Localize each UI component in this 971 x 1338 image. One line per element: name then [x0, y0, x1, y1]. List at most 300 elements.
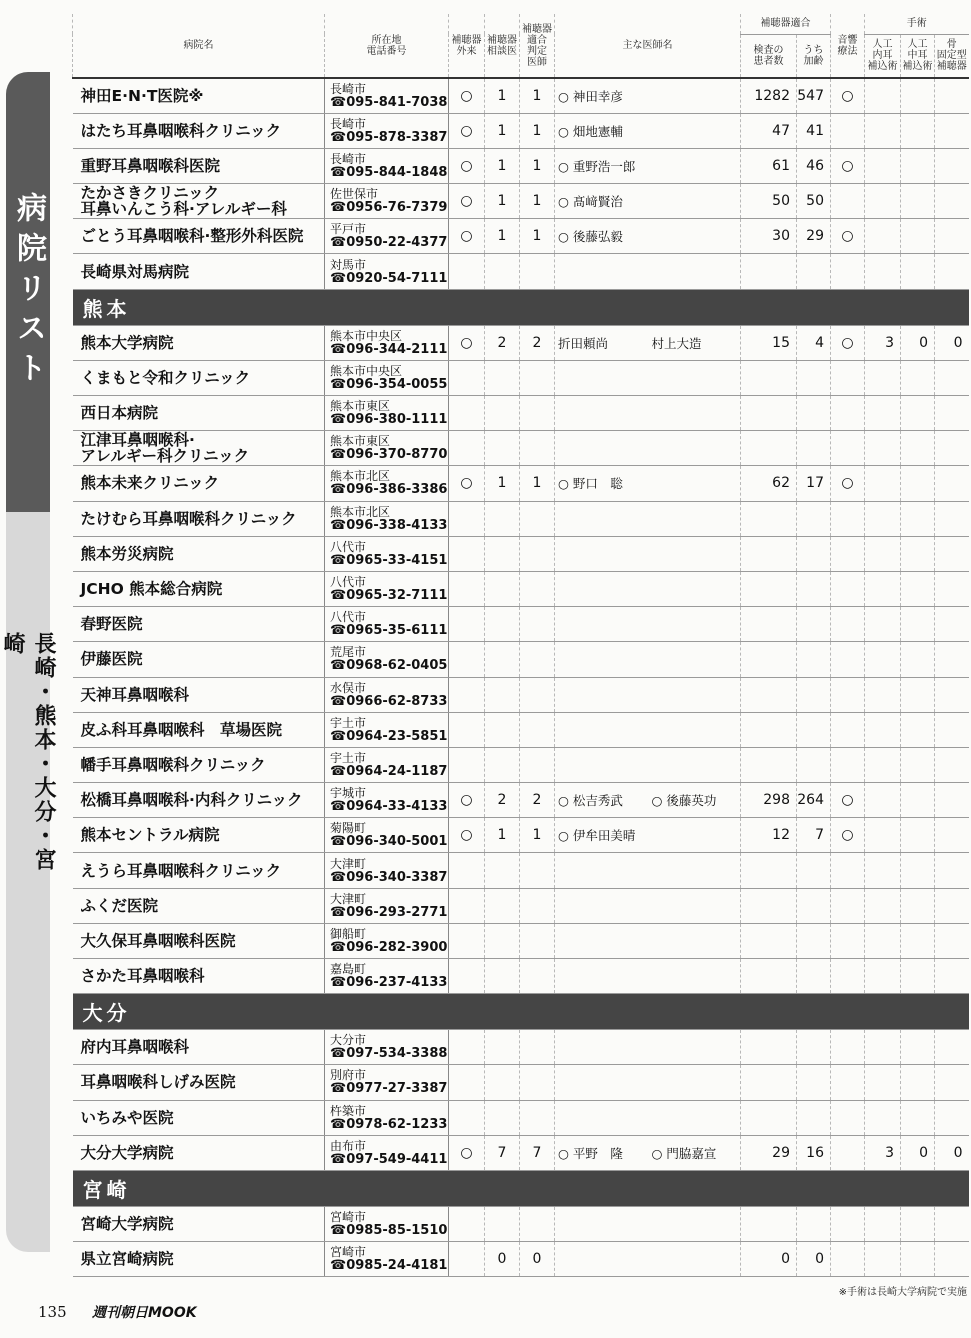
table-row	[73, 923, 969, 958]
side-tab-category: 病院リスト	[11, 192, 46, 392]
location-cell	[325, 1030, 449, 1065]
location-cell	[325, 396, 449, 431]
middle-ear-count	[901, 431, 935, 466]
doctor-primary	[555, 853, 649, 888]
sound-therapy	[831, 747, 865, 782]
city: 宇城市	[330, 786, 367, 801]
bone-count	[935, 1206, 969, 1241]
doctor-primary	[555, 571, 649, 606]
city: 長崎市	[330, 81, 367, 96]
doctor-secondary	[649, 607, 741, 642]
aid-consult	[485, 959, 520, 994]
aid-consult	[485, 1206, 520, 1241]
city: 水俣市	[330, 680, 367, 695]
bone-count	[935, 1242, 969, 1277]
table-row	[73, 1242, 969, 1277]
location-cell	[325, 677, 449, 712]
doctor-secondary	[649, 1030, 741, 1065]
location-cell	[325, 747, 449, 782]
phone-number: ☎0964-33-4133	[330, 799, 448, 815]
aid-fit	[520, 360, 555, 395]
region-label: 宮崎	[73, 1170, 969, 1206]
footnote: ※手術は長崎大学病院で実施	[838, 1287, 967, 1298]
middle-ear-count	[901, 747, 935, 782]
fit-age	[797, 1065, 831, 1100]
aid-consult	[485, 747, 520, 782]
doctor-primary: 折田頼尚	[555, 325, 649, 360]
location-cell	[325, 888, 449, 923]
city: 八代市	[330, 575, 367, 590]
sound-therapy	[831, 536, 865, 571]
cochlear-count	[865, 642, 901, 677]
sound-therapy: ○	[831, 219, 865, 254]
header-fit-patients: 検査の 患者数	[741, 34, 797, 78]
table-row	[73, 254, 969, 289]
fit-age	[797, 254, 831, 289]
aid-clinic: ○	[449, 818, 485, 853]
cochlear-count	[865, 959, 901, 994]
aid-clinic	[449, 571, 485, 606]
fit-age	[797, 747, 831, 782]
city: 杵築市	[330, 1103, 367, 1118]
cochlear-count	[865, 888, 901, 923]
table-row	[73, 325, 969, 360]
side-tab-region-block	[0, 512, 56, 1252]
table-row	[73, 184, 969, 219]
city: 大分市	[330, 1033, 367, 1048]
doctor-primary	[555, 607, 649, 642]
middle-ear-count	[901, 1030, 935, 1065]
hospital-name: 府内耳鼻咽喉科	[73, 1030, 325, 1065]
table-row	[73, 1206, 969, 1241]
doctor-primary	[555, 431, 649, 466]
header-bone: 骨 固定型 補聴器	[935, 34, 969, 78]
location-cell	[325, 712, 449, 747]
phone-number: ☎0964-24-1187	[330, 763, 448, 779]
aid-clinic: ○	[449, 184, 485, 219]
phone-number: ☎0950-22-4377	[330, 235, 448, 251]
sound-therapy	[831, 677, 865, 712]
bone-count	[935, 113, 969, 148]
aid-clinic: ○	[449, 148, 485, 183]
phone-number: ☎095-844-1848	[330, 164, 448, 180]
table-row	[73, 1065, 969, 1100]
aid-fit	[520, 607, 555, 642]
sound-therapy	[831, 571, 865, 606]
region-label: 大分	[73, 994, 969, 1030]
phone-number: ☎096-237-4133	[330, 975, 448, 991]
fit-patients: 298	[741, 783, 797, 818]
table-row	[73, 712, 969, 747]
fit-patients	[741, 712, 797, 747]
doctor-primary: ○ 伊牟田美晴	[555, 818, 649, 853]
doctor-secondary	[649, 959, 741, 994]
cochlear-count	[865, 219, 901, 254]
aid-fit	[520, 536, 555, 571]
hospital-name: 長崎県対馬病院	[73, 254, 325, 289]
location-cell	[325, 78, 449, 113]
cochlear-count	[865, 677, 901, 712]
middle-ear-count	[901, 571, 935, 606]
aid-clinic	[449, 431, 485, 466]
doctor-primary: ○ 平野 隆	[555, 1135, 649, 1170]
cochlear-count	[865, 466, 901, 501]
fit-patients: 61	[741, 148, 797, 183]
bone-count	[935, 1030, 969, 1065]
sound-therapy	[831, 396, 865, 431]
aid-clinic: ○	[449, 1135, 485, 1170]
phone-number: ☎096-338-4133	[330, 517, 448, 533]
doctor-primary: ○ 野口 聡	[555, 466, 649, 501]
doctor-secondary	[649, 78, 741, 113]
hospital-name: ごとう耳鼻咽喉科·整形外科医院	[73, 219, 325, 254]
city: 熊本市北区	[330, 504, 391, 519]
aid-fit: 1	[520, 818, 555, 853]
fit-patients	[741, 571, 797, 606]
cochlear-count	[865, 607, 901, 642]
hospital-name: 春野医院	[73, 607, 325, 642]
middle-ear-count	[901, 677, 935, 712]
cochlear-count	[865, 571, 901, 606]
phone-number: ☎096-354-0055	[330, 376, 448, 392]
doctor-primary: ○ 神田幸彦	[555, 78, 649, 113]
aid-fit	[520, 396, 555, 431]
aid-fit: 1	[520, 148, 555, 183]
doctor-secondary	[649, 254, 741, 289]
doctor-primary	[555, 501, 649, 536]
hospital-name: 皮ふ科耳鼻咽喉科 草場医院	[73, 712, 325, 747]
header-aid-consult: 補聴器 相談医	[485, 14, 520, 78]
bone-count	[935, 747, 969, 782]
table-row	[73, 783, 969, 818]
aid-fit: 7	[520, 1135, 555, 1170]
middle-ear-count	[901, 360, 935, 395]
doctor-secondary	[649, 747, 741, 782]
aid-fit	[520, 642, 555, 677]
region-label: 熊本	[73, 289, 969, 325]
location-cell	[325, 501, 449, 536]
aid-consult: 7	[485, 1135, 520, 1170]
fit-patients: 15	[741, 325, 797, 360]
fit-age	[797, 712, 831, 747]
sound-therapy	[831, 1030, 865, 1065]
fit-age	[797, 853, 831, 888]
publication-name: 週刊朝日MOOK	[92, 1305, 197, 1321]
header-sound-therapy: 音響 療法	[831, 14, 865, 78]
hospital-name: ふくだ医院	[73, 888, 325, 923]
fit-patients	[741, 677, 797, 712]
phone-number: ☎096-340-3387	[330, 869, 448, 885]
bone-count	[935, 1065, 969, 1100]
doctor-secondary	[649, 184, 741, 219]
city: 長崎市	[330, 116, 367, 131]
doctor-primary	[555, 642, 649, 677]
aid-consult: 1	[485, 818, 520, 853]
middle-ear-count	[901, 219, 935, 254]
aid-fit: 1	[520, 466, 555, 501]
sound-therapy	[831, 1135, 865, 1170]
sound-therapy	[831, 501, 865, 536]
middle-ear-count	[901, 148, 935, 183]
phone-number: ☎0966-62-8733	[330, 693, 448, 709]
bone-count	[935, 536, 969, 571]
location-cell	[325, 148, 449, 183]
middle-ear-count	[901, 396, 935, 431]
cochlear-count	[865, 853, 901, 888]
table-row	[73, 607, 969, 642]
hospital-name: 重野耳鼻咽喉科医院	[73, 148, 325, 183]
bone-count	[935, 959, 969, 994]
table-row	[73, 571, 969, 606]
doctor-primary	[555, 536, 649, 571]
bone-count: 0	[935, 1135, 969, 1170]
cochlear-count	[865, 396, 901, 431]
fit-age: 16	[797, 1135, 831, 1170]
fit-patients	[741, 396, 797, 431]
location-cell	[325, 254, 449, 289]
cochlear-count	[865, 184, 901, 219]
sound-therapy	[831, 1242, 865, 1277]
aid-clinic	[449, 1100, 485, 1135]
middle-ear-count	[901, 783, 935, 818]
fit-age: 547	[797, 78, 831, 113]
fit-age	[797, 888, 831, 923]
doctor-primary	[555, 677, 649, 712]
city: 荒尾市	[330, 645, 367, 660]
phone-number: ☎097-549-4411	[330, 1151, 448, 1167]
doctor-secondary	[649, 396, 741, 431]
aid-consult	[485, 642, 520, 677]
bone-count: 0	[935, 325, 969, 360]
city: 平戸市	[330, 222, 367, 237]
sound-therapy: ○	[831, 783, 865, 818]
aid-clinic	[449, 254, 485, 289]
bone-count	[935, 219, 969, 254]
bone-count	[935, 466, 969, 501]
cochlear-count	[865, 536, 901, 571]
hospital-name: たけむら耳鼻咽喉科クリニック	[73, 501, 325, 536]
header-fit-group: 補聴器適合	[741, 14, 831, 34]
header-middle-ear: 人工 中耳 補込術	[901, 34, 935, 78]
doctor-primary: ○ 後藤弘毅	[555, 219, 649, 254]
table-row	[73, 536, 969, 571]
region-header	[73, 1170, 969, 1206]
aid-fit	[520, 959, 555, 994]
hospital-name: 伊藤医院	[73, 642, 325, 677]
aid-consult: 0	[485, 1242, 520, 1277]
cochlear-count	[865, 1100, 901, 1135]
city: 宇土市	[330, 715, 367, 730]
aid-clinic	[449, 1206, 485, 1241]
doctor-secondary	[649, 501, 741, 536]
fit-patients: 1282	[741, 78, 797, 113]
sound-therapy	[831, 184, 865, 219]
phone-number: ☎096-293-2771	[330, 904, 448, 920]
header-aid-fit: 補聴器 適合 判定 医師	[520, 14, 555, 78]
sound-therapy	[831, 607, 865, 642]
doctor-secondary	[649, 431, 741, 466]
location-cell	[325, 818, 449, 853]
city: 嘉島町	[330, 962, 367, 977]
aid-clinic	[449, 853, 485, 888]
location-cell	[325, 1065, 449, 1100]
aid-clinic	[449, 642, 485, 677]
aid-clinic	[449, 501, 485, 536]
doctor-secondary	[649, 888, 741, 923]
table-row	[73, 148, 969, 183]
middle-ear-count	[901, 818, 935, 853]
fit-age: 0	[797, 1242, 831, 1277]
fit-age: 7	[797, 818, 831, 853]
doctor-secondary	[649, 536, 741, 571]
city: 熊本市東区	[330, 434, 391, 449]
aid-consult	[485, 360, 520, 395]
doctor-secondary	[649, 466, 741, 501]
location-cell	[325, 1100, 449, 1135]
fit-age	[797, 959, 831, 994]
cochlear-count	[865, 254, 901, 289]
city: 八代市	[330, 539, 367, 554]
table-row	[73, 113, 969, 148]
aid-consult: 1	[485, 466, 520, 501]
location-cell	[325, 642, 449, 677]
doctor-primary	[555, 747, 649, 782]
phone-number: ☎0985-85-1510	[330, 1223, 448, 1239]
table-row	[73, 677, 969, 712]
fit-patients	[741, 607, 797, 642]
cochlear-count	[865, 113, 901, 148]
doctor-secondary	[649, 113, 741, 148]
aid-clinic: ○	[449, 78, 485, 113]
aid-clinic: ○	[449, 325, 485, 360]
fit-age	[797, 923, 831, 958]
aid-consult	[485, 396, 520, 431]
doctor-primary: ○ 髙﨑賢治	[555, 184, 649, 219]
middle-ear-count	[901, 888, 935, 923]
header-aid-clinic: 補聴器 外来	[449, 14, 485, 78]
phone-number: ☎097-534-3388	[330, 1046, 448, 1062]
hospital-name: 神田E·N·T医院※	[73, 78, 325, 113]
doctor-secondary	[649, 1065, 741, 1100]
middle-ear-count	[901, 1206, 935, 1241]
sound-therapy	[831, 1206, 865, 1241]
fit-age	[797, 360, 831, 395]
phone-number: ☎096-380-1111	[330, 412, 448, 428]
phone-number: ☎096-386-3386	[330, 482, 448, 498]
bone-count	[935, 396, 969, 431]
aid-clinic	[449, 888, 485, 923]
location-cell	[325, 184, 449, 219]
doctor-primary: ○ 松吉秀武	[555, 783, 649, 818]
city: 宇土市	[330, 750, 367, 765]
hospital-name: 耳鼻咽喉科しげみ医院	[73, 1065, 325, 1100]
phone-number: ☎0965-35-6111	[330, 623, 448, 639]
middle-ear-count	[901, 642, 935, 677]
cochlear-count	[865, 431, 901, 466]
bone-count	[935, 1100, 969, 1135]
aid-fit	[520, 888, 555, 923]
location-cell	[325, 853, 449, 888]
bone-count	[935, 254, 969, 289]
bone-count	[935, 607, 969, 642]
header-cochlear: 人工 内耳 補込術	[865, 34, 901, 78]
hospital-table	[72, 14, 969, 1277]
doctor-secondary	[649, 677, 741, 712]
fit-age: 50	[797, 184, 831, 219]
cochlear-count	[865, 783, 901, 818]
table-row	[73, 888, 969, 923]
cochlear-count	[865, 501, 901, 536]
aid-clinic: ○	[449, 783, 485, 818]
bone-count	[935, 431, 969, 466]
aid-clinic	[449, 607, 485, 642]
aid-consult	[485, 853, 520, 888]
table-row	[73, 78, 969, 113]
doctor-secondary: ○ 後藤英功	[649, 783, 741, 818]
aid-consult: 1	[485, 219, 520, 254]
cochlear-count	[865, 747, 901, 782]
fit-age	[797, 501, 831, 536]
aid-fit	[520, 571, 555, 606]
middle-ear-count	[901, 959, 935, 994]
hospital-name: 熊本労災病院	[73, 536, 325, 571]
hospital-name: たかさきクリニック 耳鼻いんこう科·アレルギー科	[73, 184, 325, 219]
location-cell	[325, 431, 449, 466]
aid-fit: 2	[520, 783, 555, 818]
aid-consult	[485, 571, 520, 606]
fit-age	[797, 1100, 831, 1135]
bone-count	[935, 360, 969, 395]
middle-ear-count	[901, 536, 935, 571]
cochlear-count: 3	[865, 325, 901, 360]
bone-count	[935, 783, 969, 818]
sound-therapy: ○	[831, 325, 865, 360]
middle-ear-count	[901, 712, 935, 747]
doctor-secondary	[649, 148, 741, 183]
doctor-primary	[555, 1242, 649, 1277]
table-row	[73, 818, 969, 853]
aid-fit	[520, 1206, 555, 1241]
aid-clinic	[449, 536, 485, 571]
middle-ear-count	[901, 466, 935, 501]
hospital-name: はたち耳鼻咽喉科クリニック	[73, 113, 325, 148]
sound-therapy: ○	[831, 78, 865, 113]
page-number: 135	[38, 1303, 67, 1321]
location-cell	[325, 923, 449, 958]
fit-patients	[741, 360, 797, 395]
location-cell	[325, 571, 449, 606]
city: 宮崎市	[330, 1245, 367, 1260]
doctor-secondary	[649, 360, 741, 395]
cochlear-count	[865, 818, 901, 853]
phone-number: ☎096-340-5001	[330, 834, 448, 850]
aid-clinic	[449, 1242, 485, 1277]
aid-fit: 2	[520, 325, 555, 360]
city: 熊本市中央区	[330, 363, 403, 378]
aid-fit	[520, 254, 555, 289]
aid-fit	[520, 677, 555, 712]
sound-therapy	[831, 360, 865, 395]
phone-number: ☎095-841-7038	[330, 94, 448, 110]
aid-consult	[485, 888, 520, 923]
doctor-primary	[555, 360, 649, 395]
city: 御船町	[330, 926, 367, 941]
hospital-name: 天神耳鼻咽喉科	[73, 677, 325, 712]
phone-number: ☎0985-24-4181	[330, 1258, 448, 1274]
aid-clinic	[449, 959, 485, 994]
city: 大津町	[330, 891, 367, 906]
city: 熊本市中央区	[330, 328, 403, 343]
